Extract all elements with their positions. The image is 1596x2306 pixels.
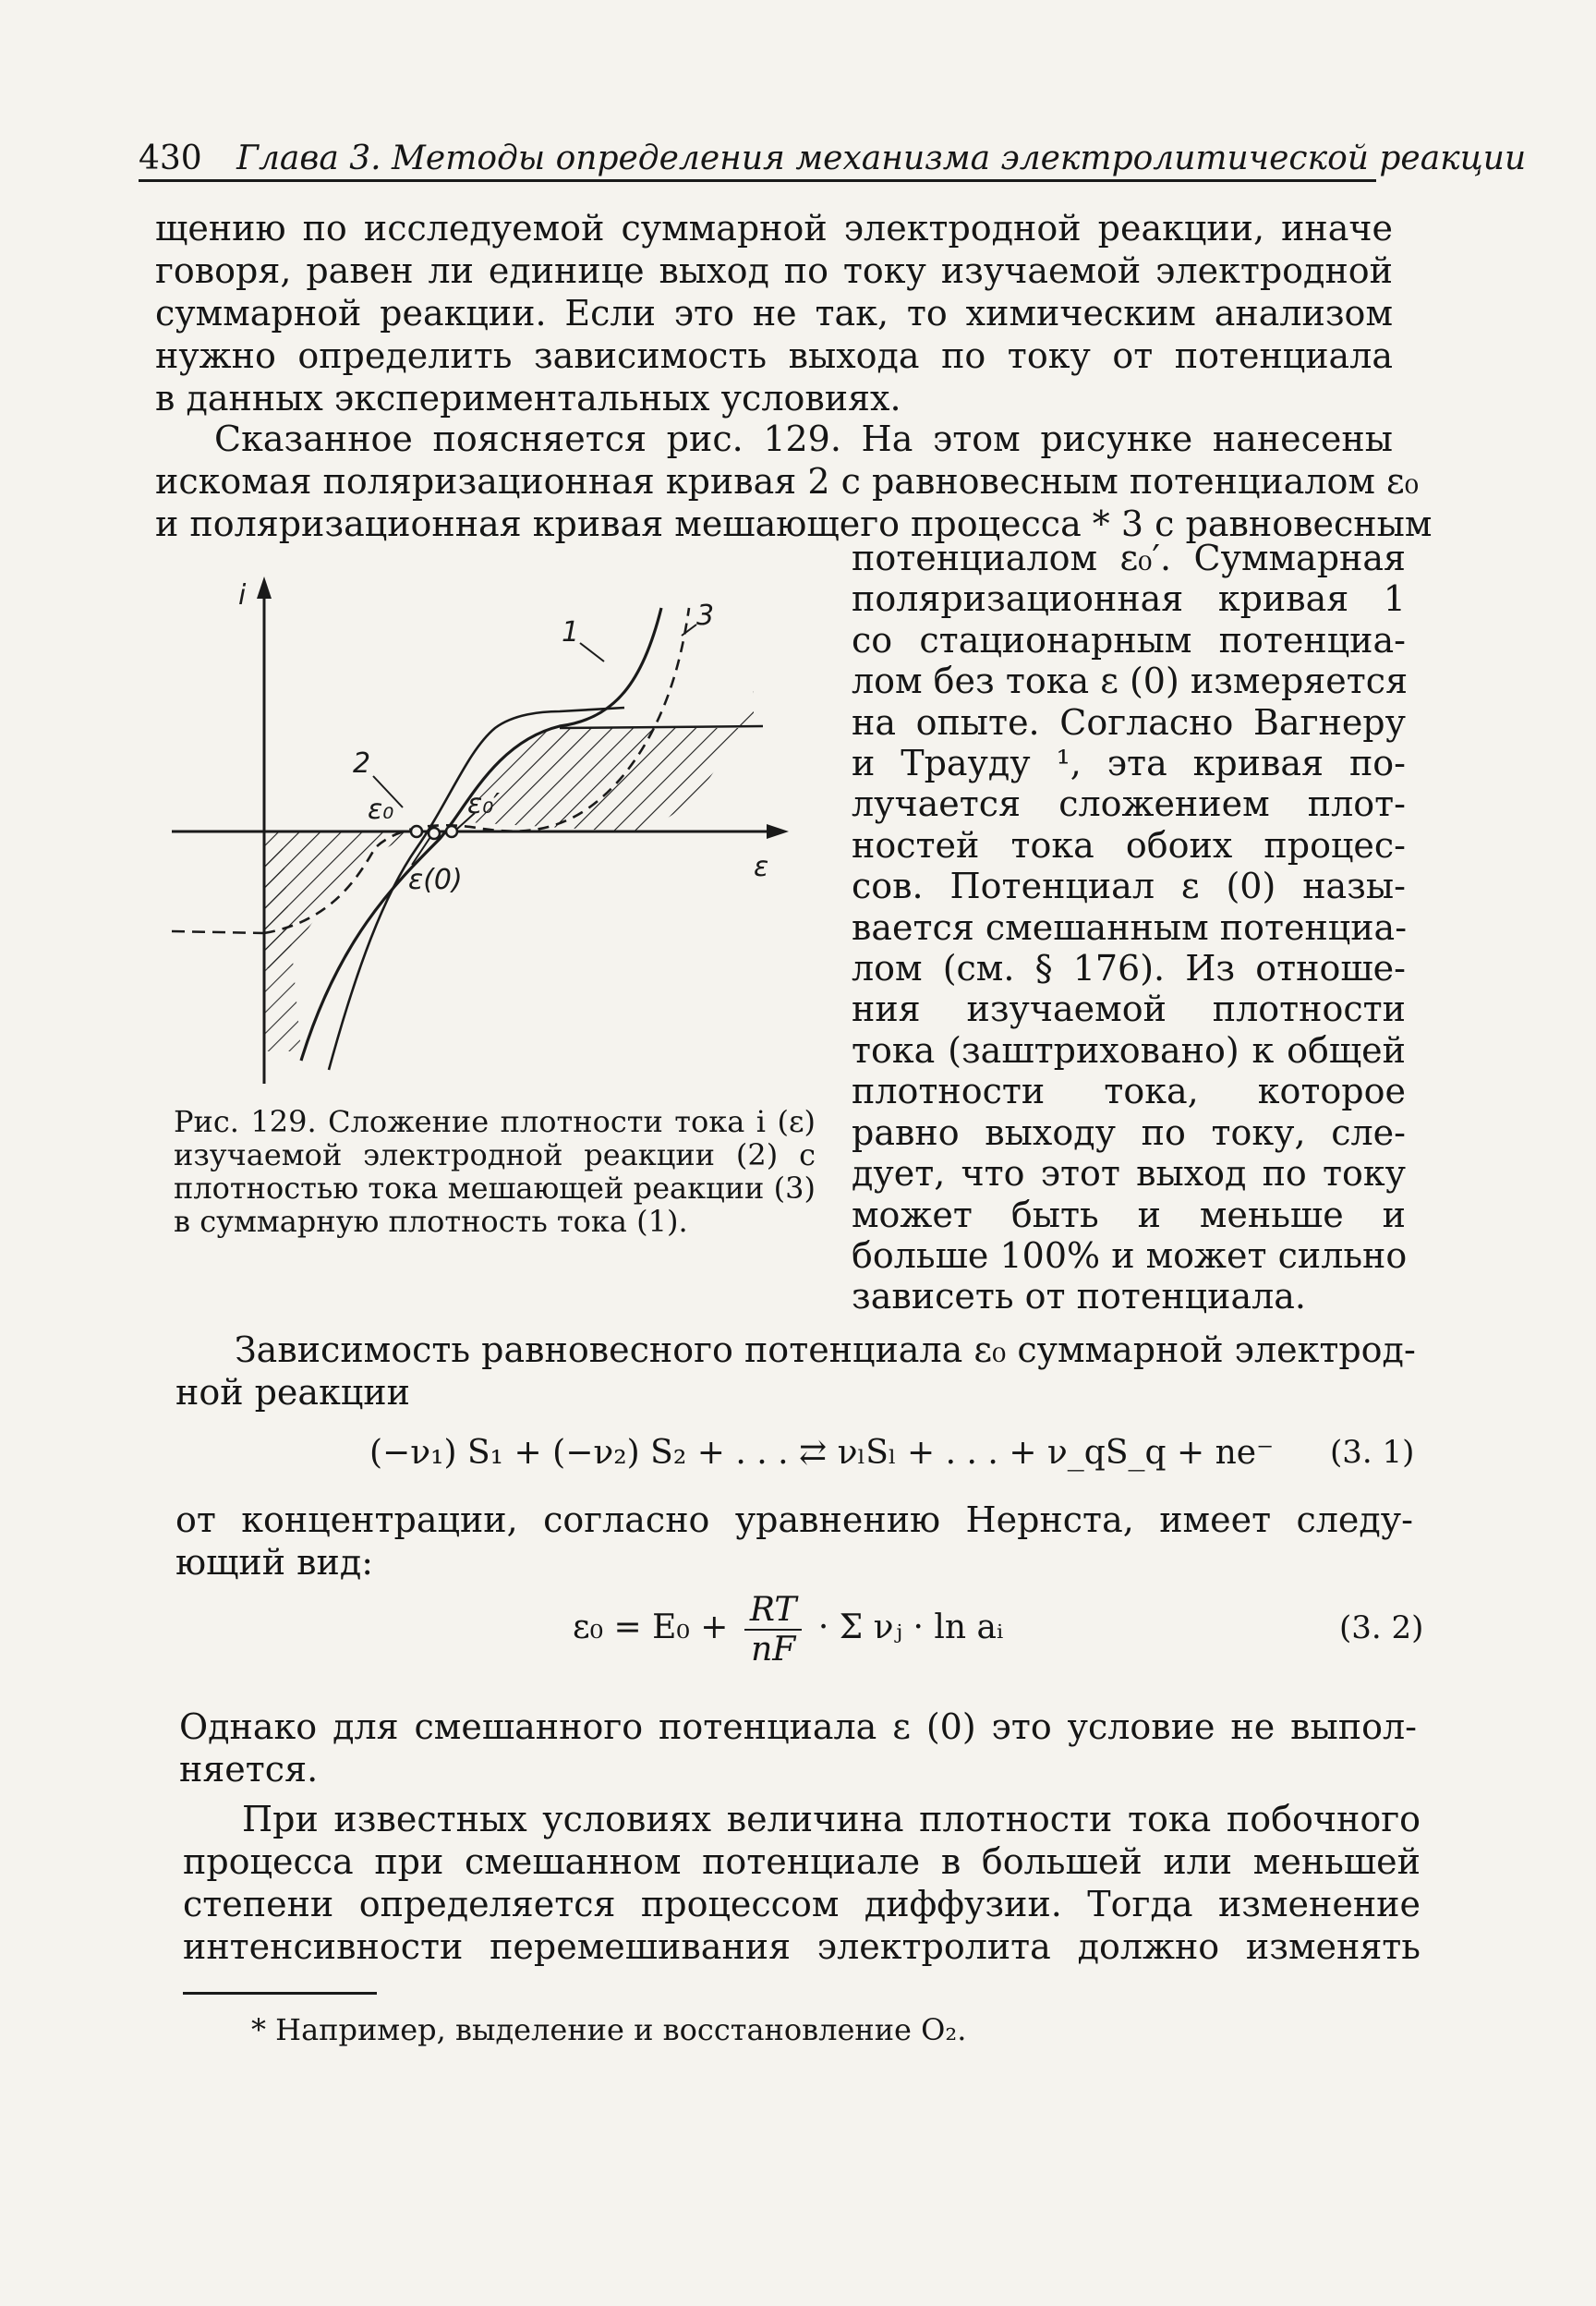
- text-line: степени определяется процессом диффузии. Тогда изменение: [183, 1884, 1421, 1924]
- text-line: лом без тока ε (0) измеряется: [852, 661, 1409, 702]
- text-line: ной реакции: [175, 1372, 410, 1413]
- text-line: процесса при смешанном потенциале в большей или меньшей: [183, 1841, 1421, 1882]
- label-e0-prime: ε₀′: [467, 788, 501, 820]
- text-line: ностей тока обоих процес-: [852, 824, 1406, 866]
- curve-label-3: 3: [696, 600, 715, 632]
- chapter-title: Глава 3. Методы определения механизма электролитической реакции: [236, 140, 1527, 177]
- text-line: потенциалом ε₀′. Суммарная: [852, 538, 1406, 578]
- curve-label-1: 1: [562, 616, 580, 649]
- label-e-zero: ε(0): [408, 864, 463, 896]
- text-line: Однако для смешанного потенциала ε (0) это условие не выпол-: [179, 1706, 1417, 1747]
- equation-3-1: (−ν₁) S₁ + (−ν₂) S₂ + . . . ⇄ νₗSₗ + . . . + ν_qS_q + ne⁻: [369, 1434, 1275, 1472]
- text-line: равно выходу по току, сле-: [852, 1111, 1406, 1153]
- text-line: со стационарным потенциа-: [852, 619, 1406, 661]
- polarization-curves-diagram: [163, 571, 809, 1099]
- page-number: 430: [139, 140, 202, 177]
- y-axis-label: i: [238, 579, 247, 612]
- text-line: и поляризационная кривая мешающего процесса * 3 с равновесным: [155, 504, 1433, 544]
- text-line: может быть и меньше и: [852, 1194, 1406, 1235]
- point-e0-prime: [446, 826, 457, 837]
- text-line: ющий вид:: [175, 1542, 374, 1583]
- figure-caption: Рис. 129. Сложение плотности тока i (ε) изучаемой электродной реакции (2) с плотностью тока мешающей реакции (3) в суммарную плотность тока (1).: [174, 1104, 816, 1239]
- text-line: лом (см. § 176). Из отноше-: [852, 948, 1406, 989]
- paragraph-2: [155, 418, 1433, 545]
- equation-number-3-2: (3. 2): [1339, 1609, 1424, 1646]
- x-axis-label: ε: [754, 851, 769, 883]
- paragraph-4: [175, 1499, 1413, 1584]
- paragraph-5: [179, 1705, 1417, 1790]
- right-column-text: [852, 538, 1409, 1317]
- paragraph-1: [155, 207, 1393, 419]
- text-line: суммарной реакции. Если это не так, то химическим анализом: [155, 293, 1393, 334]
- text-line: няется.: [179, 1749, 319, 1790]
- text-line: зависеть от потенциала.: [852, 1276, 1306, 1317]
- paragraph-6: [183, 1798, 1421, 1968]
- text-line: плотности тока, которое: [852, 1071, 1406, 1112]
- text-line: лучается сложением плот-: [852, 783, 1406, 825]
- x-axis-arrow: [767, 824, 789, 839]
- fraction-denominator: nF: [751, 1631, 796, 1669]
- text-line: ния изучаемой плотности: [852, 989, 1406, 1030]
- paragraph-3: [175, 1329, 1416, 1414]
- hatched-region-upper: [467, 691, 754, 831]
- text-line: интенсивности перемешивания электролита должно изменять: [183, 1926, 1421, 1967]
- text-line: говоря, равен ли единице выход по току изучаемой электродной: [155, 250, 1393, 291]
- text-line: больше 100% и может сильно: [852, 1234, 1408, 1276]
- figure-129: [163, 571, 809, 1099]
- text-line: При известных условиях величина плотности тока побочного: [242, 1799, 1421, 1839]
- running-head: [139, 139, 1527, 182]
- equation-number-3-1: (3. 1): [1330, 1434, 1415, 1471]
- point-e0: [411, 826, 422, 837]
- equation-left: ε₀ = E₀ +: [573, 1608, 729, 1646]
- text-line: в данных экспериментальных условиях.: [155, 378, 901, 419]
- footnote-rule: [183, 1992, 377, 1995]
- text-line: поляризационная кривая 1: [852, 578, 1406, 620]
- y-axis-arrow: [257, 576, 272, 599]
- fraction-numerator: RT: [744, 1591, 802, 1631]
- text-line: нужно определить зависимость выхода по току от потенциала: [155, 335, 1393, 376]
- text-line: искомая поляризационная кривая 2 с равновесным потенциалом ε₀: [155, 461, 1419, 502]
- text-line: дует, что этот выход по току: [852, 1153, 1406, 1195]
- text-line: вается смешанным потенциа-: [852, 906, 1408, 948]
- fraction-rt-nf: [744, 1591, 802, 1669]
- lower-limit-dashed: [172, 931, 264, 933]
- label-3-leader: [682, 625, 696, 636]
- text-line: тока (заштриховано) к общей: [852, 1029, 1406, 1071]
- text-line: Зависимость равновесного потенциала ε₀ суммарной электрод-: [235, 1329, 1416, 1370]
- text-line: сов. Потенциал ε (0) назы-: [852, 866, 1406, 907]
- text-line: и Трауду ¹, эта кривая по-: [852, 743, 1406, 784]
- text-line: щению по исследуемой суммарной электродной реакции, иначе: [155, 208, 1393, 249]
- equation-right: · Σ νⱼ · ln aᵢ: [817, 1608, 1004, 1646]
- point-e-zero: [429, 828, 440, 839]
- footnote: * Например, выделение и восстановление O₂.: [251, 2012, 967, 2047]
- text-line: на опыте. Согласно Вагнеру: [852, 701, 1406, 743]
- upper-limit-line: [560, 726, 763, 728]
- label-1-leader: [580, 643, 604, 661]
- text-line: от концентрации, согласно уравнению Нернста, имеет следу-: [175, 1499, 1413, 1540]
- text-line: Сказанное поясняется рис. 129. На этом рисунке нанесены: [214, 419, 1393, 459]
- label-e0: ε₀: [368, 794, 394, 826]
- curve-label-2: 2: [353, 747, 371, 780]
- equation-3-2: [573, 1591, 1003, 1669]
